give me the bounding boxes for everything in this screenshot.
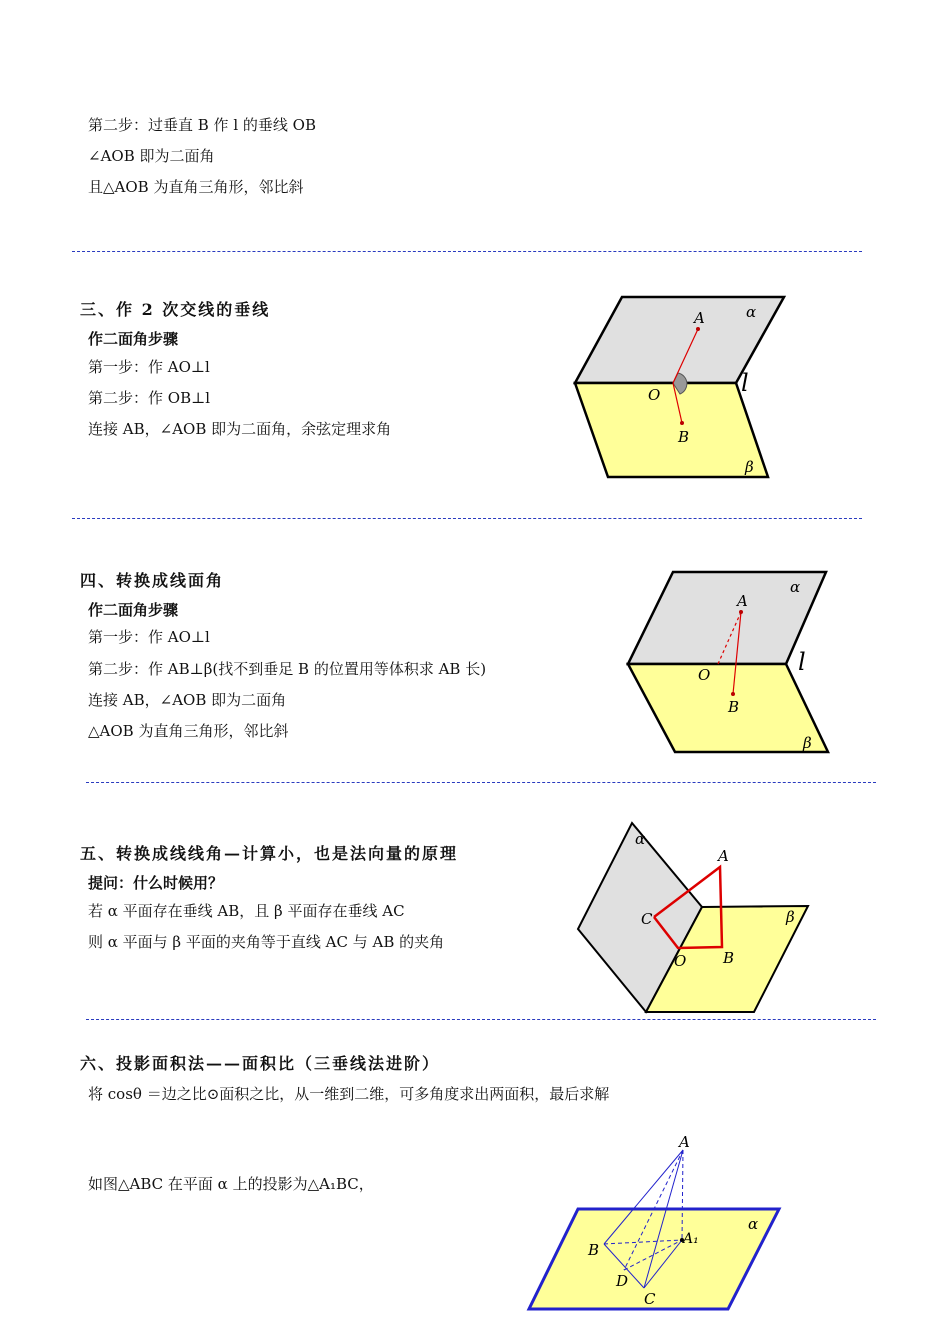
divider-2 [72,518,862,519]
sec4-line-4: △AOB 为直角三角形，邻比斜 [88,722,289,740]
divider-4 [86,1019,876,1020]
label-beta: β [786,908,795,926]
point-B [680,421,684,425]
sec2-line-3: 且△AOB 为直角三角形，邻比斜 [88,178,304,196]
sec5-title: 五、转换成线线角—计算小，也是法向量的原理 [80,844,459,863]
label-alpha: α [746,303,757,321]
label-B: B [588,1241,600,1259]
divider-1 [72,251,862,252]
label-l: l [741,369,749,397]
point-B [731,692,735,696]
sec3-line-2: 第二步：作 OB⊥l [88,389,210,407]
label-A: A [679,1133,690,1151]
label-A: A [737,592,748,610]
sec4-line-3: 连接 AB，∠AOB 即为二面角 [88,691,287,709]
label-l: l [798,648,806,676]
sec6-line-1: 将 cosθ ＝边之比⊙面积之比，从一维到二维，可多角度求出两面积，最后求解 [88,1085,610,1103]
label-beta: β [745,458,754,476]
sec4-title: 四、转换成线面角 [80,571,225,590]
sec4-line-2: 第二步：作 AB⊥β(找不到垂足 B 的位置用等体积求 AB 长) [88,660,487,678]
sec5-line-2: 则 α 平面与 β 平面的夹角等于直线 AC 与 AB 的夹角 [88,933,445,951]
label-O: O [648,386,661,404]
sec3-title: 三、作 2 次交线的垂线 [80,300,271,319]
label-D: D [616,1272,629,1290]
divider-3 [86,782,876,783]
sec3-figure [560,285,800,485]
sec6-title: 六、投影面积法——面积比（三垂线法进阶） [80,1054,441,1073]
sec5-figure [570,815,820,1020]
label-B: B [723,949,735,967]
label-C: C [644,1290,656,1308]
sec3-line-3: 连接 AB，∠AOB 即为二面角，余弦定理求角 [88,420,392,438]
label-A: A [718,847,729,865]
sec3-subtitle: 作二面角步骤 [88,330,179,348]
sec3-line-1: 第一步：作 AO⊥l [88,358,210,376]
sec2-line-1: 第二步：过垂直 B 作 l 的垂线 OB [88,116,316,134]
label-O: O [674,952,687,970]
label-B: B [728,698,740,716]
label-beta: β [803,734,812,752]
label-alpha: α [635,830,646,848]
label-B: B [678,428,690,446]
sec4-line-1: 第一步：作 AO⊥l [88,628,210,646]
sec6-line-2: 如图△ABC 在平面 α 上的投影为△A₁BC， [88,1175,374,1193]
label-C: C [641,910,653,928]
label-alpha: α [748,1215,759,1233]
sec4-subtitle: 作二面角步骤 [88,601,179,619]
point-A [739,610,743,614]
label-A: A [694,309,705,327]
sec4-figure [620,562,850,762]
label-alpha: α [790,578,801,596]
sec5-subtitle: 提问：什么时候用？ [88,874,224,892]
plane-beta [575,383,768,477]
sec5-line-1: 若 α 平面存在垂线 AB，且 β 平面存在垂线 AC [88,902,405,920]
label-O: O [698,666,711,684]
label-A1: A₁ [683,1231,699,1247]
sec6-figure [520,1130,790,1315]
sec2-line-2: ∠AOB 即为二面角 [88,147,215,165]
point-A [696,327,700,331]
